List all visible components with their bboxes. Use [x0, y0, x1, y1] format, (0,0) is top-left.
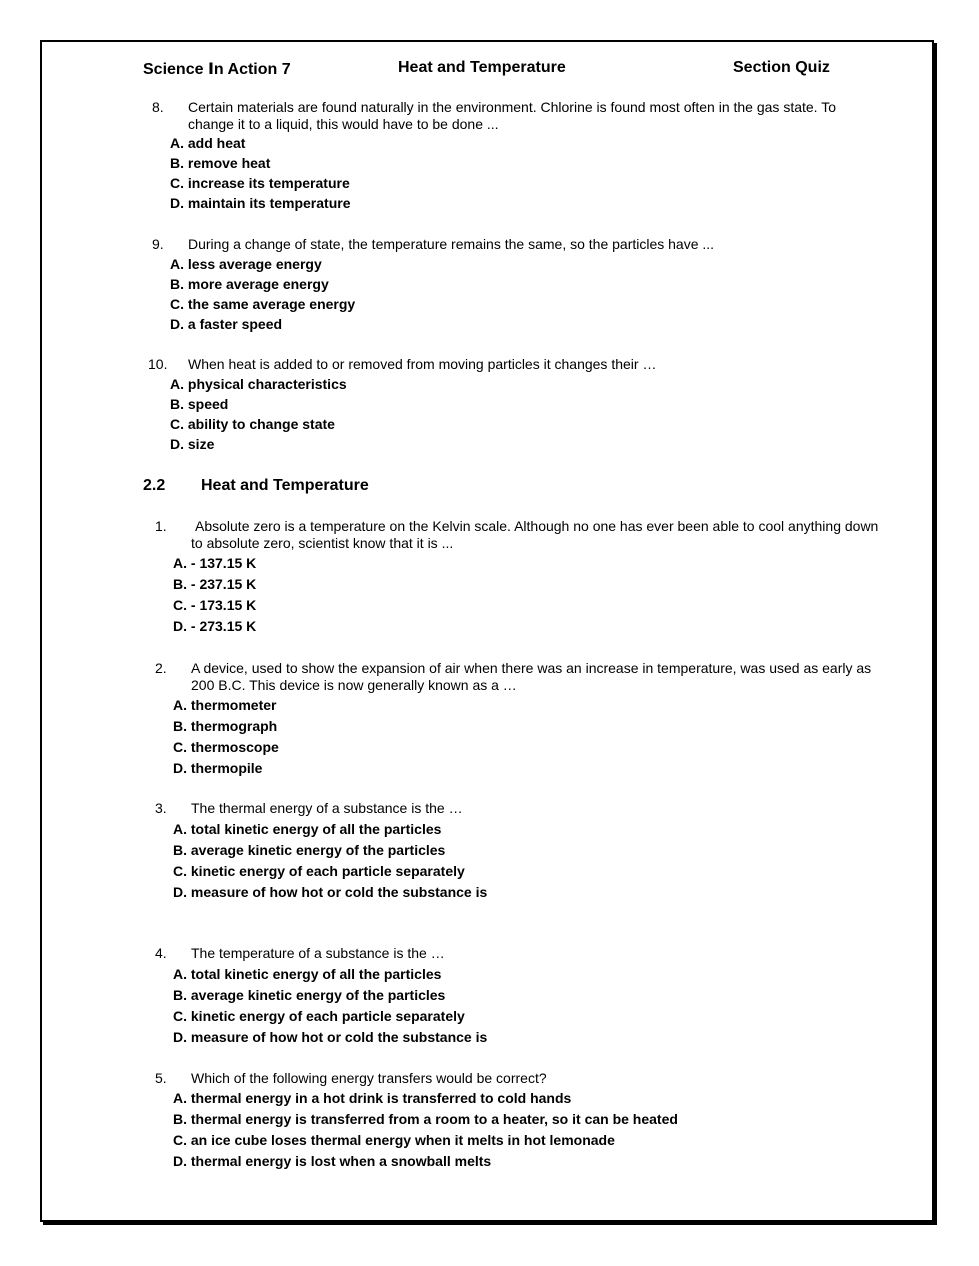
question-number: 8.	[152, 99, 164, 115]
header-quiz-type: Section Quiz	[733, 59, 830, 76]
question-number: 1.	[155, 518, 167, 534]
answer-option: A. thermal energy in a hot drink is transferred to cold hands	[173, 1090, 572, 1106]
answer-option: C. ability to change state	[170, 416, 335, 432]
answer-option: C. the same average energy	[170, 296, 356, 312]
section-number: 2.2	[143, 477, 166, 494]
answer-option: B. thermal energy is transferred from a room to a heater, so it can be heated	[173, 1111, 678, 1127]
answer-option: B. thermograph	[173, 718, 278, 734]
question-text: Which of the following energy transfers would be correct?	[191, 1070, 547, 1086]
answer-option: D. size	[170, 436, 215, 452]
answer-option: C. thermoscope	[173, 739, 279, 755]
question-text: The temperature of a substance is the …	[191, 945, 445, 961]
section-title: Heat and Temperature	[201, 477, 369, 494]
answer-option: D. a faster speed	[170, 316, 283, 332]
question-text: The thermal energy of a substance is the …	[191, 800, 463, 816]
answer-option: A. - 137.15 K	[173, 555, 257, 571]
answer-option: A. add heat	[170, 135, 246, 151]
answer-option: B. average kinetic energy of the particles	[173, 987, 446, 1003]
answer-option: C. - 173.15 K	[173, 597, 257, 613]
answer-option: A. less average energy	[170, 256, 322, 272]
question-text: Absolute zero is a temperature on the Kelvin scale. Although no one has ever been able to cool anything down to absolute zero, scientist know that it is ...	[191, 518, 879, 551]
question-text: When heat is added to or removed from moving particles it changes their …	[188, 356, 657, 372]
question-text: A device, used to show the expansion of air when there was an increase in temperature, was used as early as 200 B.C. This device is now generally known as a …	[191, 660, 872, 693]
question-number: 3.	[155, 800, 167, 816]
answer-option: A. total kinetic energy of all the particles	[173, 966, 442, 982]
header-course: Science In Action 7	[143, 59, 291, 78]
question-number: 10.	[148, 356, 168, 372]
answer-option: A. physical characteristics	[170, 376, 347, 392]
answer-option: B. speed	[170, 396, 229, 412]
question-text: Certain materials are found naturally in the environment. Chlorine is found most often in the gas state. To change it to a liquid, this would have to be done ...	[188, 99, 836, 132]
question-number: 9.	[152, 236, 164, 252]
answer-option: C. an ice cube loses thermal energy when it melts in hot lemonade	[173, 1132, 615, 1148]
answer-option: C. kinetic energy of each particle separately	[173, 1008, 465, 1024]
question-number: 4.	[155, 945, 167, 961]
answer-option: C. increase its temperature	[170, 175, 350, 191]
question-text: During a change of state, the temperature remains the same, so the particles have ...	[188, 236, 715, 252]
answer-option: D. thermal energy is lost when a snowball melts	[173, 1153, 492, 1169]
answer-option: C. kinetic energy of each particle separately	[173, 863, 465, 879]
answer-option: D. measure of how hot or cold the substance is	[173, 884, 488, 900]
answer-option: B. more average energy	[170, 276, 329, 292]
answer-option: D. thermopile	[173, 760, 263, 776]
answer-option: A. total kinetic energy of all the particles	[173, 821, 442, 837]
answer-option: B. average kinetic energy of the particles	[173, 842, 446, 858]
answer-option: D. measure of how hot or cold the substance is	[173, 1029, 488, 1045]
answer-option: B. remove heat	[170, 155, 271, 171]
header-unit-title: Heat and Temperature	[398, 59, 566, 76]
answer-option: D. maintain its temperature	[170, 195, 351, 211]
answer-option: A. thermometer	[173, 697, 277, 713]
answer-option: B. - 237.15 K	[173, 576, 257, 592]
question-number: 2.	[155, 660, 167, 676]
question-number: 5.	[155, 1070, 167, 1086]
answer-option: D. - 273.15 K	[173, 618, 257, 634]
